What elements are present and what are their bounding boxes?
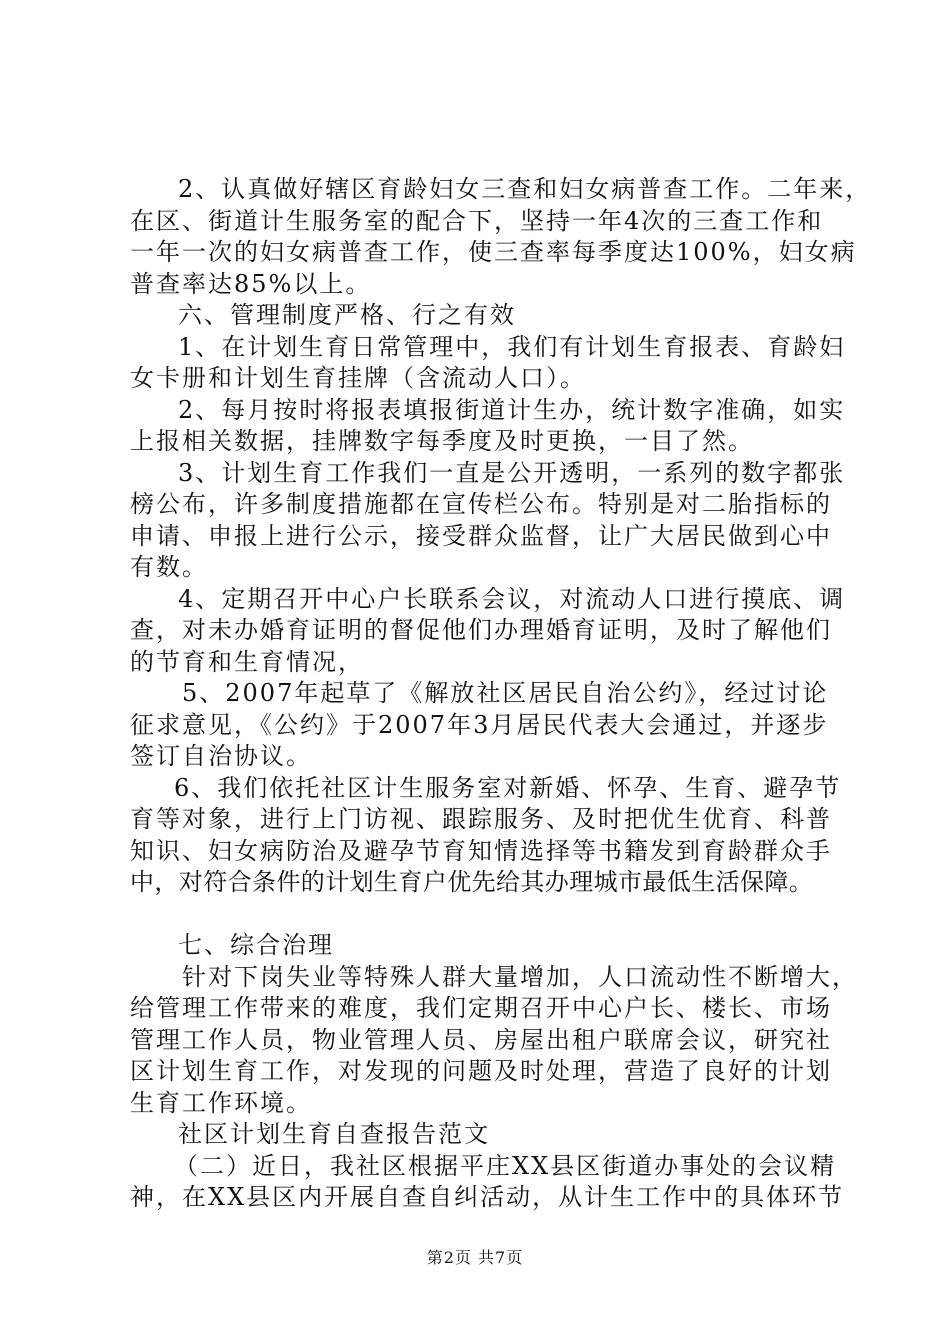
text-line: 育等对象，进行上门访视、跟踪服务、及时把优生优育、科普 [130, 805, 832, 833]
text-line: 普查率达85%以上。 [130, 269, 372, 298]
text-line: 六、管理制度严格、行之有效 [178, 301, 516, 329]
text-line: 在区、街道计生服务室的配合下，坚持一年4次的三查工作和 [130, 206, 824, 235]
document-body [130, 174, 872, 1214]
text-line: 一年一次的妇女病普查工作，使三查率每季度达100%，妇女病 [130, 238, 857, 266]
text-line: 社区计划生育自查报告范文 [178, 1120, 490, 1148]
text-line: 给管理工作带来的难度，我们定期召开中心户长、楼长、市场 [130, 994, 832, 1022]
text-line: 征求意见，《公约》于2007年3月居民代表大会通过，并逐步 [130, 710, 829, 739]
text-line: （二）近日，我社区根据平庄XX县区街道办事处的会议精 [174, 1151, 837, 1180]
text-line: 2、每月按时将报表填报街道计生办，统计数字准确，如实 [178, 395, 846, 424]
text-line: 4、定期召开中心户长联系会议，对流动人口进行摸底、调 [178, 584, 846, 613]
page-footer: 第2页 共7页 [426, 1248, 524, 1267]
text-line: 2、认真做好辖区育龄妇女三查和妇女病普查工作。二年来， [178, 175, 872, 203]
text-line: 3、计划生育工作我们一直是公开透明，一系列的数字都张 [178, 458, 846, 487]
text-line: 的节育和生育情况， [130, 647, 364, 676]
text-line: 生育工作环境。 [130, 1088, 312, 1117]
text-line: 5、2007年起草了《解放社区居民自治公约》，经过讨论 [182, 679, 829, 707]
text-line: 七、综合治理 [178, 931, 334, 959]
blank-line [130, 899, 830, 931]
text-line: 知识、妇女病防治及避孕节育知情选择等书籍发到育龄群众手 [130, 836, 832, 865]
text-line: 有数。 [130, 553, 208, 581]
text-line: 中，对符合条件的计划生育户优先给其办理城市最低生活保障。 [130, 868, 814, 896]
text-line: 神，在XX县区内开展自查自纠活动，从计生工作中的具体环节 [130, 1183, 845, 1211]
text-line: 查，对未办婚育证明的督促他们办理婚育证明，及时了解他们 [130, 616, 832, 644]
text-line: 针对下岗失业等特殊人群大量增加，人口流动性不断增大， [182, 962, 858, 991]
text-line: 上报相关数据，挂牌数字每季度及时更换，一目了然。 [130, 427, 754, 455]
text-line: 申请、申报上进行公示，接受群众监督，让广大居民做到心中 [130, 521, 832, 550]
text-line: 6、我们依托社区计生服务室对新婚、怀孕、生育、避孕节 [174, 773, 842, 802]
text-line: 区计划生育工作，对发现的问题及时处理，营造了良好的计划 [130, 1057, 832, 1085]
text-line: 女卡册和计划生育挂牌（含流动人口）。 [130, 364, 586, 392]
text-line: 1、在计划生育日常管理中，我们有计划生育报表、育龄妇 [178, 332, 846, 361]
text-line: 榜公布，许多制度措施都在宣传栏公布。特别是对二胎指标的 [130, 490, 832, 518]
text-line: 管理工作人员，物业管理人员、房屋出租户联席会议，研究社 [130, 1025, 832, 1054]
text-line: 签订自治协议。 [130, 742, 312, 770]
